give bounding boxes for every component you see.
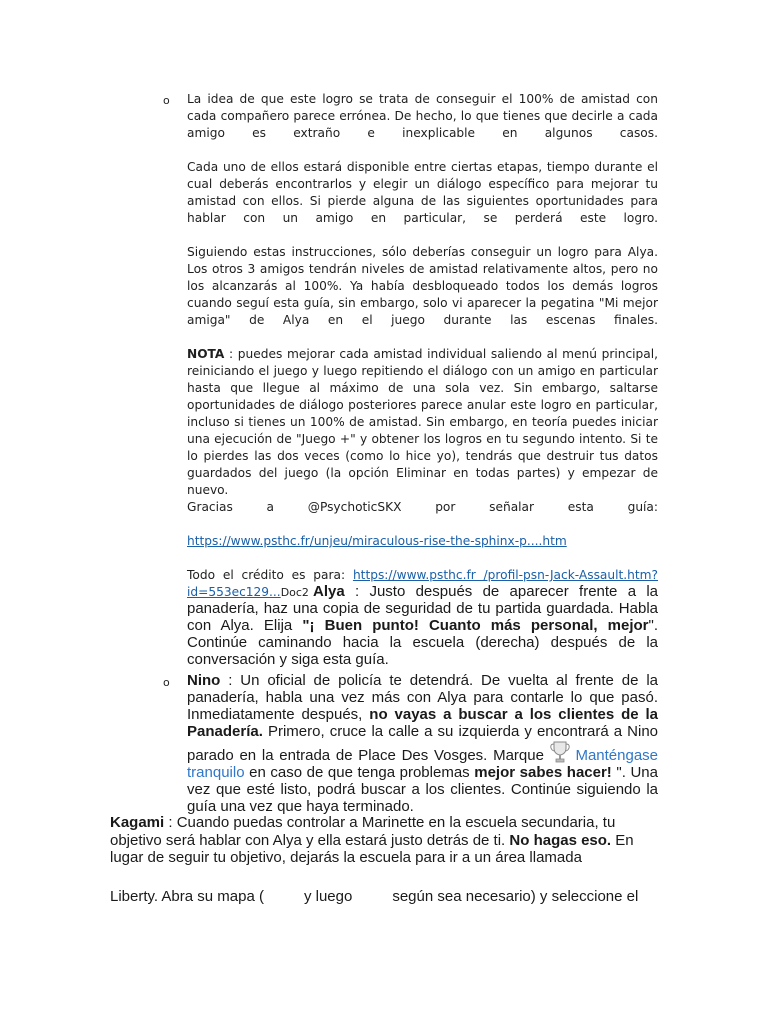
alya-choice: "¡ Buen punto! Cuanto más personal, mejor <box>302 617 649 634</box>
list-bullet-icon: o <box>163 676 170 689</box>
nino-text-c: en caso de que tenga problemas <box>249 764 470 781</box>
paragraph-thanks <box>187 499 658 516</box>
kagami-line2-c: según sea necesario) y seleccione el <box>392 888 639 905</box>
paragraph-nota <box>187 346 658 499</box>
nino-blue-option: Manténgase tranquilo <box>187 747 659 781</box>
list-bullet-icon: o <box>163 94 170 107</box>
kagami-line2-b: y luego <box>303 888 353 905</box>
nino-bold-b: mejor sabes hacer! <box>474 764 612 781</box>
paragraph-kagami-map <box>110 888 660 906</box>
credit-link[interactable]: https://www.psthc.fr /profil-psn-Jack-Assault.htm?id=553ec129... <box>187 568 659 599</box>
intro-text: La idea de que este logro se trata de conseguir el 100% de amistad con cada compañero parece errónea. De hecho, lo que tienes que decirle a cada amigo es extraño e inexplicable en algunos casos. <box>187 92 658 140</box>
kagami-label: Kagami <box>110 814 165 831</box>
paragraph-alya <box>187 583 658 668</box>
paragraph-nino <box>187 672 658 815</box>
nota-text: : puedes mejorar cada amistad individual saliendo al menú principal, reiniciando el juego y luego repitiendo el diálogo con un amigo en particular hasta que llegue al máximo de una sola vez. Sin embargo, saltarse oportunidades de diálogo posteriores parece anular este logro en particular, incluso si tienes un 100% de amistad. Sin embargo, en teoría puedes iniciar una ejecución de "Juego +" y obtener los logros en tu segundo intento. Si te lo pierdes las dos veces (como lo hice yo), tendrás que destruir tus datos guardados del juego (la opción Eliminar en todas partes) y empezar de nuevo. <box>187 347 659 497</box>
alya-text-b: ". Continúe caminando hacia la escuela (derecha) después de la conversación y siga esta guía. <box>187 617 659 668</box>
paragraph-instructions <box>187 244 658 329</box>
nino-label: Nino <box>187 672 221 689</box>
nino-text-d: ". Una vez que esté listo, podrá buscar a los clientes. Continúe siguiendo la guía una vez que haya terminado. <box>187 764 658 815</box>
kagami-text-a: : Cuando puedas controlar a Marinette en la escuela secundaria, tu objetivo será hablar con Alya y ella estará justo detrás de ti. <box>110 814 616 849</box>
thanks-text: Gracias a @PsychoticSKX por señalar esta guía: <box>187 500 658 514</box>
nota-label: NOTA <box>187 347 225 361</box>
availability-text: Cada uno de ellos estará disponible entre ciertas etapas, tiempo durante el cual deberás encontrarlos y elegir un diálogo específico para mejorar tu amistad con ellos. Si pierde alguna de las siguientes oportunidades para hablar con un amigo en particular, se perderá este logro. <box>187 160 658 225</box>
kagami-text-b: En lugar de seguir tu objetivo, dejarás la escuela para ir a un área llamada <box>110 831 634 866</box>
paragraph-availability <box>187 159 658 227</box>
trophy-icon <box>550 740 570 764</box>
kagami-line2-a: Liberty. Abra su mapa ( <box>110 888 264 905</box>
credit-prefix: Todo el crédito es para: <box>187 568 346 582</box>
paragraph-kagami <box>110 814 660 867</box>
doc-marker: Doc2 <box>280 586 309 599</box>
alya-text-a: : Justo después de aparecer frente a la panadería, haz una copia de seguridad de tu partida guardada. Habla con Alya. Elija <box>187 583 658 634</box>
kagami-bold-a: No hagas eso. <box>509 831 612 849</box>
alya-label: Alya <box>313 583 345 600</box>
guide-link[interactable]: https://www.psthc.fr/unjeu/miraculous-rise-the-sphinx-p....htm <box>187 534 567 548</box>
instructions-text: Siguiendo estas instrucciones, sólo deberías conseguir un logro para Alya. Los otros 3 amigos tendrán niveles de amistad relativamente altos, pero no los alcanzarás al 100%. Ya había desbloqueado todos los demás logros cuando seguí esta guía, sin embargo, solo vi aparecer la pegatina "Mi mejor amiga" de Alya en el juego durante las escenas finales. <box>187 245 658 327</box>
nino-bold-a: no vayas a buscar a los clientes de la Panadería. <box>187 706 658 740</box>
nino-text-b: Primero, cruce la calle a su izquierda y encontrará a Nino parado en la entrada de Place Des Vosges. Marque <box>187 723 659 764</box>
paragraph-guide-link <box>187 533 658 550</box>
paragraph-intro <box>187 91 658 142</box>
nino-text-a: : Un oficial de policía te detendrá. De vuelta al frente de la panadería, habla una vez más con Alya para contarle lo que pasó. Inmediatamente después, <box>187 672 659 723</box>
